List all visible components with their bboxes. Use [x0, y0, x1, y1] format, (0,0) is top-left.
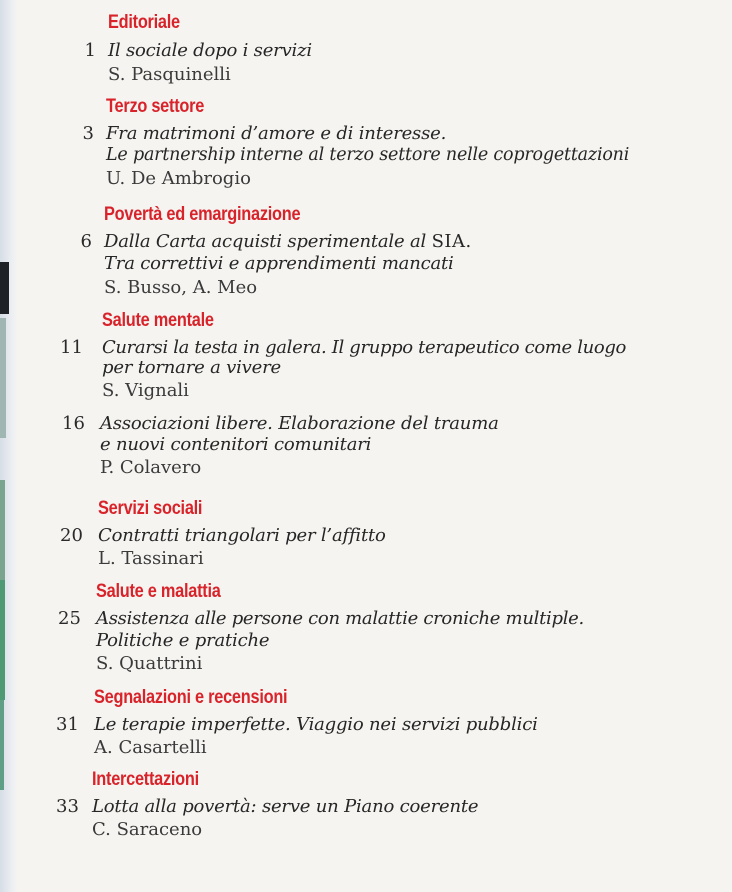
article-author: S. Vignali — [102, 380, 189, 401]
page-number: 31 — [56, 714, 79, 735]
article-title: Curarsi la testa in galera. Il gruppo terapeutico come luogo — [102, 337, 626, 358]
article-title: Associazioni libere. Elaborazione del trauma — [100, 413, 499, 434]
section-title: Terzo settore — [106, 96, 205, 117]
page-number: 25 — [58, 608, 81, 629]
article-title: e nuovi contenitori comunitari — [100, 434, 372, 455]
page-number: 33 — [56, 796, 79, 817]
page-number: 3 — [82, 123, 94, 144]
section-title: Intercettazioni — [92, 769, 199, 790]
page-number: 1 — [84, 40, 96, 61]
article-title: Lotta alla povertà: serve un Piano coerente — [92, 796, 479, 817]
page-number: 11 — [60, 337, 83, 358]
article-author: A. Casartelli — [94, 737, 207, 758]
article-author: S. Pasquinelli — [108, 64, 231, 85]
section-title: Salute e malattia — [96, 581, 221, 602]
article-title: Il sociale dopo i servizi — [108, 40, 312, 61]
article-title: Tra correttivi e apprendimenti mancati — [104, 253, 454, 274]
article-title: Politiche e pratiche — [96, 630, 270, 651]
article-title: per tornare a vivere — [102, 357, 281, 378]
article-title: Le partnership interne al terzo settore nelle coprogettazioni — [106, 145, 630, 165]
page-number: 20 — [60, 525, 83, 546]
article-author: C. Saraceno — [92, 819, 203, 840]
section-title: Editoriale — [108, 12, 180, 33]
article-title: Le terapie imperfette. Viaggio nei servizi pubblici — [94, 714, 538, 735]
article-author: U. De Ambrogio — [106, 168, 251, 189]
article-title: Assistenza alle persone con malattie croniche multiple. — [96, 608, 584, 629]
article-title-text: Dalla Carta acquisti sperimentale al — [104, 231, 427, 252]
article-title: Fra matrimoni d’amore e di interesse. — [106, 123, 447, 144]
section-title: Segnalazioni e recensioni — [94, 687, 288, 708]
article-title-acronym: SIA. — [431, 231, 472, 252]
article-title — [104, 231, 472, 252]
section-title: Salute mentale — [102, 310, 214, 331]
article-author: L. Tassinari — [98, 548, 204, 569]
article-title: Contratti triangolari per l’affitto — [98, 525, 386, 546]
page-number: 16 — [62, 413, 85, 434]
article-author: S. Quattrini — [96, 653, 203, 674]
page-number: 6 — [80, 231, 92, 252]
section-title: Servizi sociali — [98, 498, 203, 519]
article-author: S. Busso, A. Meo — [104, 277, 258, 298]
section-title: Povertà ed emarginazione — [104, 204, 301, 225]
article-author: P. Colavero — [100, 457, 202, 478]
